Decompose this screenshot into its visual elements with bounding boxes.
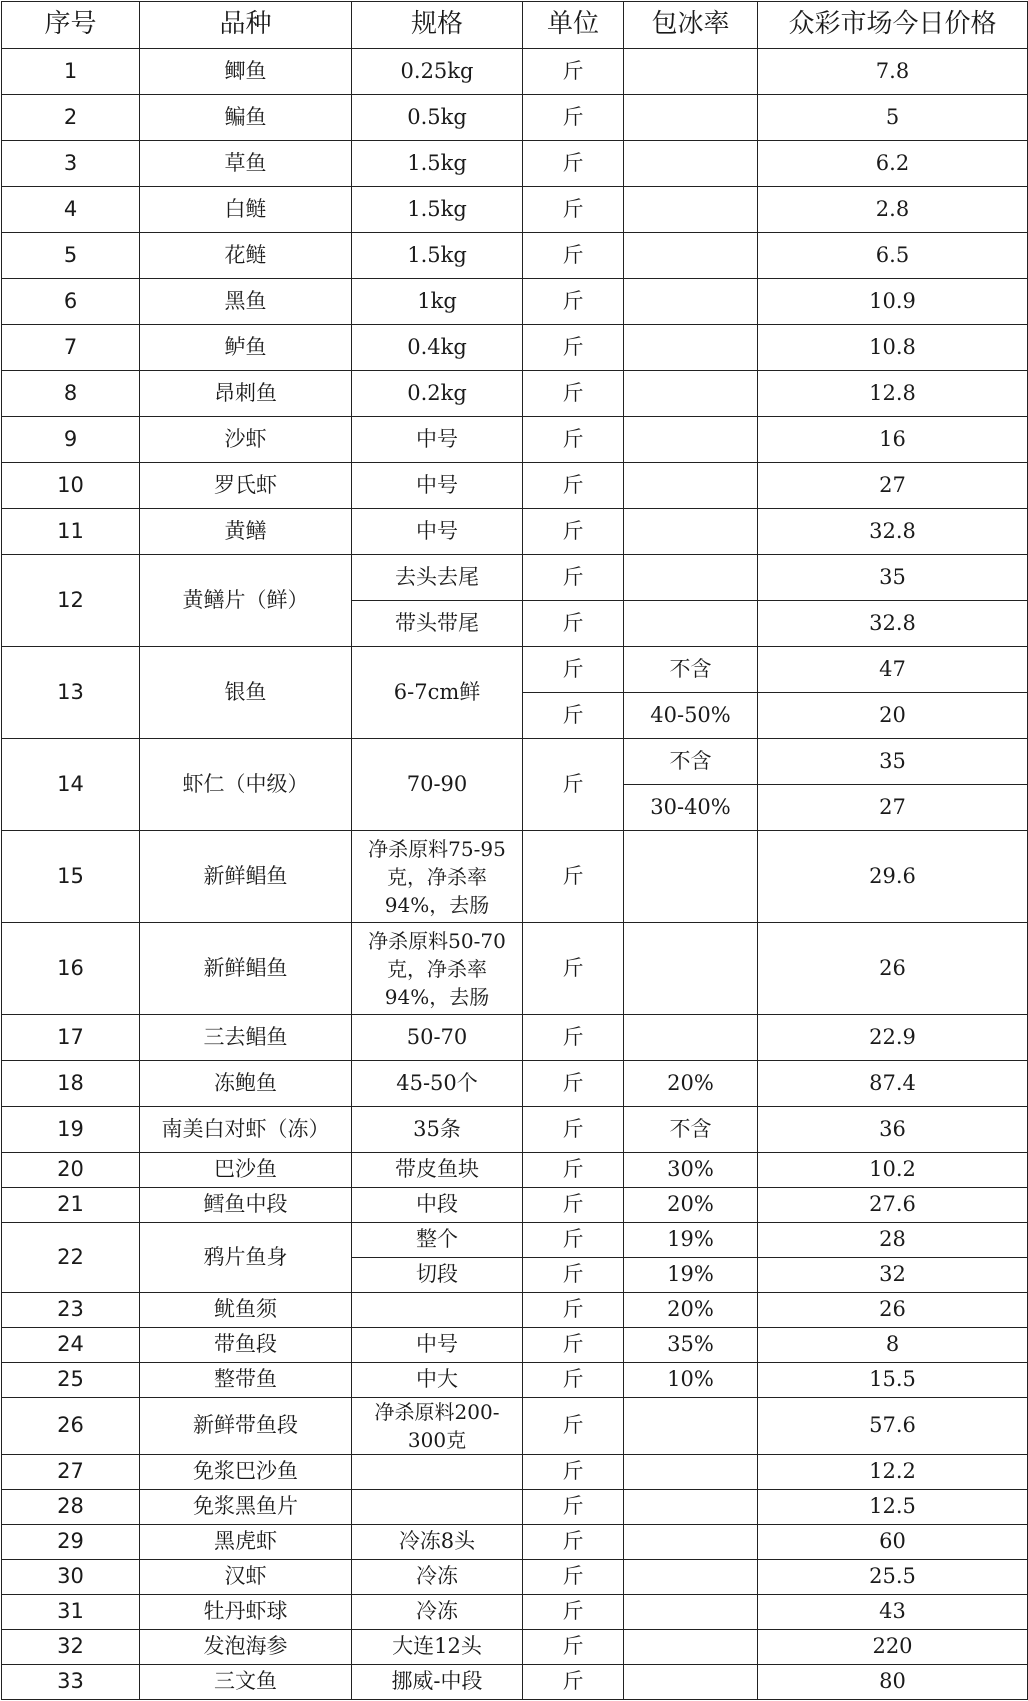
cell-price: 27.6 — [758, 1188, 1028, 1223]
cell-unit: 斤 — [523, 509, 624, 555]
table-row — [2, 1665, 1028, 1700]
cell-price: 27 — [758, 463, 1028, 509]
cell-unit: 斤 — [523, 923, 624, 1015]
cell-spec: 冷冻8头 — [352, 1525, 523, 1560]
cell-variety: 带鱼段 — [140, 1328, 352, 1363]
cell-ice-rate — [624, 49, 758, 95]
table-row — [2, 417, 1028, 463]
header-unit: 单位 — [523, 2, 624, 49]
cell-unit: 斤 — [523, 1665, 624, 1700]
table-row — [2, 509, 1028, 555]
cell-variety: 鳊鱼 — [140, 95, 352, 141]
cell-unit: 斤 — [523, 1398, 624, 1455]
table-row — [2, 1015, 1028, 1061]
cell-no: 8 — [2, 371, 140, 417]
header-spec: 规格 — [352, 2, 523, 49]
cell-price: 29.6 — [758, 831, 1028, 923]
cell-price: 35 — [758, 739, 1028, 785]
cell-no: 27 — [2, 1455, 140, 1490]
cell-no: 21 — [2, 1188, 140, 1223]
cell-unit: 斤 — [523, 693, 624, 739]
cell-variety: 鲈鱼 — [140, 325, 352, 371]
cell-unit: 斤 — [523, 95, 624, 141]
cell-unit: 斤 — [523, 141, 624, 187]
cell-price: 47 — [758, 647, 1028, 693]
cell-variety: 虾仁（中级） — [140, 739, 352, 831]
table-row — [2, 831, 1028, 923]
cell-variety: 新鲜鲳鱼 — [140, 831, 352, 923]
cell-spec — [352, 1398, 523, 1455]
cell-no: 33 — [2, 1665, 140, 1700]
cell-ice-rate: 不含 — [624, 739, 758, 785]
cell-unit: 斤 — [523, 233, 624, 279]
cell-no: 17 — [2, 1015, 140, 1061]
table-row — [2, 555, 1028, 601]
cell-price: 2.8 — [758, 187, 1028, 233]
cell-no: 26 — [2, 1398, 140, 1455]
cell-unit: 斤 — [523, 1490, 624, 1525]
cell-variety: 牡丹虾球 — [140, 1595, 352, 1630]
cell-no: 32 — [2, 1630, 140, 1665]
cell-unit: 斤 — [523, 555, 624, 601]
cell-ice-rate — [624, 279, 758, 325]
cell-variety: 黑虎虾 — [140, 1525, 352, 1560]
cell-spec — [352, 923, 523, 1015]
cell-spec: 70-90 — [352, 739, 523, 831]
table-row — [2, 739, 1028, 785]
cell-spec — [352, 1455, 523, 1490]
cell-spec — [352, 1490, 523, 1525]
cell-no: 20 — [2, 1153, 140, 1188]
cell-unit: 斤 — [523, 831, 624, 923]
cell-unit: 斤 — [523, 49, 624, 95]
cell-price: 26 — [758, 1293, 1028, 1328]
table-row — [2, 95, 1028, 141]
cell-price: 12.5 — [758, 1490, 1028, 1525]
cell-price: 10.2 — [758, 1153, 1028, 1188]
cell-unit: 斤 — [523, 1525, 624, 1560]
table-row — [2, 49, 1028, 95]
cell-spec: 6-7cm鲜 — [352, 647, 523, 739]
cell-spec: 挪威-中段 — [352, 1665, 523, 1700]
cell-ice-rate — [624, 1015, 758, 1061]
cell-price: 16 — [758, 417, 1028, 463]
cell-spec: 0.5kg — [352, 95, 523, 141]
cell-spec: 中号 — [352, 463, 523, 509]
cell-variety: 黄鳝 — [140, 509, 352, 555]
cell-spec: 1.5kg — [352, 141, 523, 187]
table-row — [2, 1328, 1028, 1363]
cell-variety: 沙虾 — [140, 417, 352, 463]
cell-no: 30 — [2, 1560, 140, 1595]
cell-ice-rate — [624, 555, 758, 601]
cell-variety: 鲫鱼 — [140, 49, 352, 95]
cell-spec: 带头带尾 — [352, 601, 523, 647]
table-row — [2, 1153, 1028, 1188]
cell-variety: 鳕鱼中段 — [140, 1188, 352, 1223]
cell-no: 31 — [2, 1595, 140, 1630]
cell-ice-rate — [624, 95, 758, 141]
spec-line: 克，净杀率 — [387, 956, 487, 981]
cell-ice-rate — [624, 509, 758, 555]
cell-variety: 昂刺鱼 — [140, 371, 352, 417]
cell-price: 57.6 — [758, 1398, 1028, 1455]
cell-price: 20 — [758, 693, 1028, 739]
cell-ice-rate — [624, 1665, 758, 1700]
table-row — [2, 1188, 1028, 1223]
cell-spec: 带皮鱼块 — [352, 1153, 523, 1188]
cell-ice-rate — [624, 1560, 758, 1595]
header-variety: 品种 — [140, 2, 352, 49]
table-row — [2, 1630, 1028, 1665]
cell-price: 22.9 — [758, 1015, 1028, 1061]
cell-unit: 斤 — [523, 1595, 624, 1630]
cell-ice-rate: 10% — [624, 1363, 758, 1398]
cell-no: 12 — [2, 555, 140, 647]
cell-spec: 整个 — [352, 1223, 523, 1258]
cell-unit: 斤 — [523, 1630, 624, 1665]
cell-unit: 斤 — [523, 463, 624, 509]
cell-price: 25.5 — [758, 1560, 1028, 1595]
cell-ice-rate — [624, 371, 758, 417]
cell-spec: 35条 — [352, 1107, 523, 1153]
cell-unit: 斤 — [523, 1153, 624, 1188]
cell-ice-rate — [624, 417, 758, 463]
cell-unit: 斤 — [523, 1363, 624, 1398]
table-row — [2, 325, 1028, 371]
cell-ice-rate — [624, 831, 758, 923]
cell-ice-rate — [624, 141, 758, 187]
cell-unit: 斤 — [523, 1258, 624, 1293]
cell-ice-rate — [624, 233, 758, 279]
cell-price: 32 — [758, 1258, 1028, 1293]
cell-variety: 罗氏虾 — [140, 463, 352, 509]
cell-ice-rate: 20% — [624, 1061, 758, 1107]
cell-variety: 免浆黑鱼片 — [140, 1490, 352, 1525]
spec-line: 94%，去肠 — [384, 892, 490, 917]
cell-spec: 中号 — [352, 509, 523, 555]
cell-spec: 1.5kg — [352, 187, 523, 233]
table-row — [2, 463, 1028, 509]
cell-ice-rate: 40-50% — [624, 693, 758, 739]
cell-spec: 1kg — [352, 279, 523, 325]
cell-variety: 白鲢 — [140, 187, 352, 233]
cell-ice-rate: 30-40% — [624, 785, 758, 831]
cell-price: 15.5 — [758, 1363, 1028, 1398]
cell-variety: 整带鱼 — [140, 1363, 352, 1398]
cell-price: 80 — [758, 1665, 1028, 1700]
cell-spec: 去头去尾 — [352, 555, 523, 601]
cell-unit: 斤 — [523, 1223, 624, 1258]
cell-spec: 0.2kg — [352, 371, 523, 417]
cell-no: 15 — [2, 831, 140, 923]
cell-price: 27 — [758, 785, 1028, 831]
cell-ice-rate — [624, 923, 758, 1015]
cell-variety: 三文鱼 — [140, 1665, 352, 1700]
cell-ice-rate — [624, 1630, 758, 1665]
cell-no: 23 — [2, 1293, 140, 1328]
cell-spec: 中号 — [352, 1328, 523, 1363]
cell-ice-rate — [624, 463, 758, 509]
cell-price: 5 — [758, 95, 1028, 141]
cell-unit: 斤 — [523, 1188, 624, 1223]
price-table — [1, 1, 1028, 1700]
table-row — [2, 923, 1028, 1015]
cell-no: 1 — [2, 49, 140, 95]
cell-variety: 南美白对虾（冻） — [140, 1107, 352, 1153]
cell-no: 5 — [2, 233, 140, 279]
table-row — [2, 233, 1028, 279]
cell-price: 8 — [758, 1328, 1028, 1363]
cell-ice-rate — [624, 1455, 758, 1490]
table-row — [2, 647, 1028, 693]
table-row — [2, 1293, 1028, 1328]
cell-spec: 冷冻 — [352, 1595, 523, 1630]
cell-price: 35 — [758, 555, 1028, 601]
table-row — [2, 1223, 1028, 1258]
header-row — [2, 2, 1028, 49]
table-row — [2, 1595, 1028, 1630]
cell-no: 10 — [2, 463, 140, 509]
cell-no: 14 — [2, 739, 140, 831]
cell-unit: 斤 — [523, 1015, 624, 1061]
cell-unit: 斤 — [523, 1560, 624, 1595]
table-row — [2, 279, 1028, 325]
cell-price: 7.8 — [758, 49, 1028, 95]
cell-ice-rate — [624, 1525, 758, 1560]
cell-ice-rate: 30% — [624, 1153, 758, 1188]
cell-unit: 斤 — [523, 647, 624, 693]
cell-variety: 黄鳝片（鲜） — [140, 555, 352, 647]
cell-no: 4 — [2, 187, 140, 233]
cell-no: 18 — [2, 1061, 140, 1107]
cell-no: 28 — [2, 1490, 140, 1525]
cell-no: 22 — [2, 1223, 140, 1293]
cell-variety: 草鱼 — [140, 141, 352, 187]
cell-spec: 0.4kg — [352, 325, 523, 371]
cell-ice-rate: 35% — [624, 1328, 758, 1363]
cell-unit: 斤 — [523, 325, 624, 371]
cell-price: 43 — [758, 1595, 1028, 1630]
cell-no: 2 — [2, 95, 140, 141]
cell-variety: 汉虾 — [140, 1560, 352, 1595]
cell-price: 10.8 — [758, 325, 1028, 371]
cell-unit: 斤 — [523, 187, 624, 233]
cell-variety: 冻鲍鱼 — [140, 1061, 352, 1107]
cell-variety: 鸦片鱼身 — [140, 1223, 352, 1293]
cell-spec: 切段 — [352, 1258, 523, 1293]
header-ice-rate: 包冰率 — [624, 2, 758, 49]
cell-spec: 冷冻 — [352, 1560, 523, 1595]
cell-spec: 50-70 — [352, 1015, 523, 1061]
table-row — [2, 1363, 1028, 1398]
cell-ice-rate: 20% — [624, 1188, 758, 1223]
cell-spec: 中大 — [352, 1363, 523, 1398]
cell-ice-rate — [624, 1398, 758, 1455]
cell-variety: 花鲢 — [140, 233, 352, 279]
cell-no: 16 — [2, 923, 140, 1015]
cell-ice-rate: 20% — [624, 1293, 758, 1328]
table-row — [2, 1107, 1028, 1153]
cell-variety: 免浆巴沙鱼 — [140, 1455, 352, 1490]
cell-no: 6 — [2, 279, 140, 325]
cell-no: 13 — [2, 647, 140, 739]
cell-price: 60 — [758, 1525, 1028, 1560]
cell-price: 220 — [758, 1630, 1028, 1665]
cell-variety: 发泡海参 — [140, 1630, 352, 1665]
spec-line: 94%，去肠 — [384, 984, 490, 1009]
cell-no: 29 — [2, 1525, 140, 1560]
cell-no: 11 — [2, 509, 140, 555]
table-body — [2, 2, 1028, 1700]
cell-unit: 斤 — [523, 1455, 624, 1490]
table-row — [2, 141, 1028, 187]
cell-spec: 1.5kg — [352, 233, 523, 279]
cell-variety: 三去鲳鱼 — [140, 1015, 352, 1061]
table-row — [2, 1061, 1028, 1107]
cell-price: 6.2 — [758, 141, 1028, 187]
cell-spec: 大连12头 — [352, 1630, 523, 1665]
spec-line: 克，净杀率 — [387, 864, 487, 889]
cell-unit: 斤 — [523, 1328, 624, 1363]
header-no: 序号 — [2, 2, 140, 49]
cell-no: 3 — [2, 141, 140, 187]
cell-price: 12.2 — [758, 1455, 1028, 1490]
cell-ice-rate: 19% — [624, 1223, 758, 1258]
cell-unit: 斤 — [523, 739, 624, 831]
cell-price: 12.8 — [758, 371, 1028, 417]
cell-variety: 巴沙鱼 — [140, 1153, 352, 1188]
header-price: 众彩市场今日价格 — [758, 2, 1028, 49]
cell-no: 9 — [2, 417, 140, 463]
cell-ice-rate: 19% — [624, 1258, 758, 1293]
spec-line: 净杀原料75-95 — [368, 836, 506, 861]
cell-ice-rate — [624, 1595, 758, 1630]
cell-price: 10.9 — [758, 279, 1028, 325]
cell-unit: 斤 — [523, 279, 624, 325]
cell-variety: 银鱼 — [140, 647, 352, 739]
cell-price: 6.5 — [758, 233, 1028, 279]
cell-variety: 黑鱼 — [140, 279, 352, 325]
cell-no: 7 — [2, 325, 140, 371]
cell-price: 32.8 — [758, 509, 1028, 555]
cell-unit: 斤 — [523, 1107, 624, 1153]
cell-ice-rate — [624, 1490, 758, 1525]
cell-price: 87.4 — [758, 1061, 1028, 1107]
cell-variety: 鱿鱼须 — [140, 1293, 352, 1328]
cell-spec — [352, 831, 523, 923]
cell-unit: 斤 — [523, 417, 624, 463]
table-row — [2, 1490, 1028, 1525]
cell-price: 26 — [758, 923, 1028, 1015]
cell-ice-rate: 不含 — [624, 647, 758, 693]
cell-no: 19 — [2, 1107, 140, 1153]
spec-line: 净杀原料200- — [374, 1400, 500, 1424]
cell-spec — [352, 1293, 523, 1328]
table-row — [2, 1398, 1028, 1455]
cell-variety: 新鲜带鱼段 — [140, 1398, 352, 1455]
cell-spec: 中号 — [352, 417, 523, 463]
table-row — [2, 1560, 1028, 1595]
cell-ice-rate: 不含 — [624, 1107, 758, 1153]
cell-no: 24 — [2, 1328, 140, 1363]
cell-spec: 45-50个 — [352, 1061, 523, 1107]
cell-unit: 斤 — [523, 1293, 624, 1328]
cell-price: 32.8 — [758, 601, 1028, 647]
cell-unit: 斤 — [523, 1061, 624, 1107]
cell-price: 28 — [758, 1223, 1028, 1258]
spec-line: 净杀原料50-70 — [368, 928, 506, 953]
table-row — [2, 1525, 1028, 1560]
cell-no: 25 — [2, 1363, 140, 1398]
cell-spec: 中段 — [352, 1188, 523, 1223]
cell-unit: 斤 — [523, 601, 624, 647]
cell-unit: 斤 — [523, 371, 624, 417]
cell-price: 36 — [758, 1107, 1028, 1153]
table-row — [2, 371, 1028, 417]
table-row — [2, 1455, 1028, 1490]
spec-line: 300克 — [407, 1428, 467, 1452]
cell-spec: 0.25kg — [352, 49, 523, 95]
cell-ice-rate — [624, 187, 758, 233]
cell-variety: 新鲜鲳鱼 — [140, 923, 352, 1015]
table-row — [2, 187, 1028, 233]
cell-ice-rate — [624, 601, 758, 647]
cell-ice-rate — [624, 325, 758, 371]
